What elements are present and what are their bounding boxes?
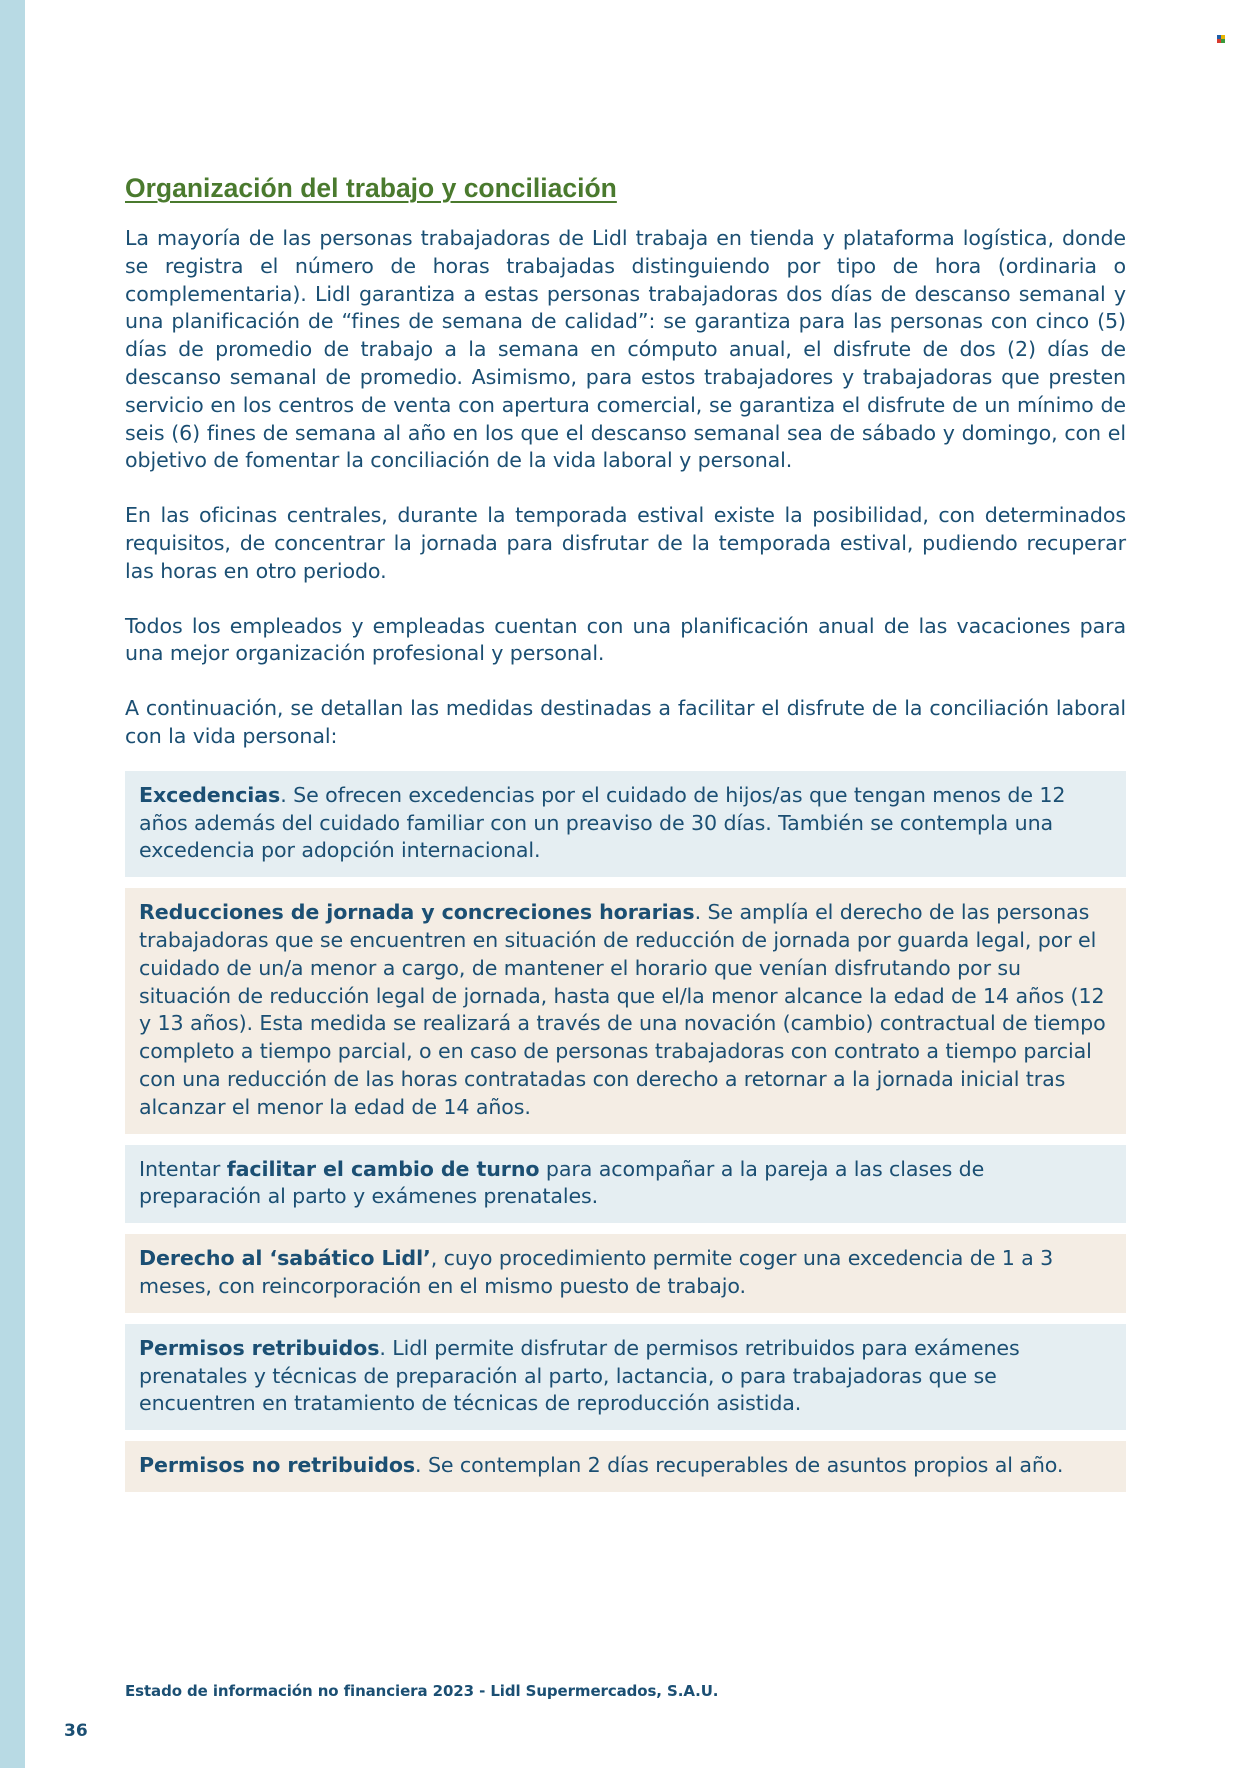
page-number: 36 (64, 1721, 88, 1741)
measure-box-excedencias: Excedencias. Se ofrecen excedencias por el cuidado de hijos/as que tengan menos de 12 años además del cuidado familiar con un preaviso de 30 días. También se contempla una excedencia por adopción internacional. (125, 771, 1126, 877)
brand-mark-icon (1217, 35, 1226, 44)
measure-title: facilitar el cambio de turno (226, 1156, 540, 1181)
measure-box-permisos-retribuidos: Permisos retribuidos. Lidl permite disfrutar de permisos retribuidos para exámenes prenatales y técnicas de preparación al parto, lactancia, o para trabajadoras que se encuentren en tratamiento de técnicas de reproducción asistida. (125, 1324, 1126, 1430)
measure-title: Reducciones de jornada y concreciones horarias (139, 900, 695, 925)
measure-title: Permisos no retribuidos (139, 1453, 416, 1478)
side-color-strip (0, 0, 25, 1768)
paragraph: En las oficinas centrales, durante la temporada estival existe la posibilidad, con determinados requisitos, de concentrar la jornada para disfrutar de la temporada estival, pudiendo recuperar las horas en otro periodo. (125, 503, 1126, 583)
paragraph: Todos los empleados y empleadas cuentan con una planificación anual de las vacaciones para una mejor organización profesional y personal. (125, 613, 1126, 666)
measure-box-permisos-no-retribuidos: Permisos no retribuidos. Se contemplan 2 días recuperables de asuntos propios al año. (125, 1441, 1126, 1492)
measure-box-sabatico: Derecho al ‘sabático Lidl’, cuyo procedimiento permite coger una excedencia de 1 a 3 meses, con reincorporación en el mismo puesto de trabajo. (125, 1234, 1126, 1313)
paragraph: A continuación, se detallan las medidas destinadas a facilitar el disfrute de la conciliación laboral con la vida personal: (125, 696, 1126, 748)
main-content (125, 172, 1126, 1503)
measure-box-cambio-turno: Intentar facilitar el cambio de turno para acompañar a la pareja a las clases de preparación al parto y exámenes prenatales. (125, 1145, 1126, 1224)
measure-box-reducciones: Reducciones de jornada y concreciones horarias. Se amplía el derecho de las personas trabajadoras que se encuentren en situación de reducción de jornada por guarda legal, por el cuidado de un/a menor a cargo, de mantener el horario que venían disfrutando por su situación de reducción legal de jornada, hasta que el/la menor alcance la edad de 14 años (12 y 13 años). Esta medida se realizará a través de una novación (cambio) contractual de tiempo completo a tiempo parcial, o en caso de personas trabajadoras con contrato a tiempo parcial con una reducción de las horas contratadas con derecho a retornar a la jornada inicial tras alcanzar el menor la edad de 14 años. (125, 888, 1126, 1133)
section-title: Organización del trabajo y conciliación (125, 173, 617, 203)
document-footer: Estado de información no financiera 2023 - Lidl Supermercados, S.A.U. (125, 1682, 719, 1700)
paragraph: La mayoría de las personas trabajadoras de Lidl trabaja en tienda y plataforma logística, donde se registra el número de horas trabajadas distinguiendo por tipo de hora (ordinaria o complementaria). Lidl garantiza a estas personas trabajadoras dos días de descanso semanal y una planificación de “fines de semana de calidad”: se garantiza para las personas con cinco (5) días de promedio de trabajo a la semana en cómputo anual, el disfrute de dos (2) días de descanso semanal de promedio. Asimismo, para estos trabajadores y trabajadoras que presten servicio en los centros de venta con apertura comercial, se garantiza el disfrute de un mínimo de seis (6) fines de semana al año en los que el descanso semanal sea de sábado y domingo, con el objetivo de fomentar la conciliación de la vida laboral y personal. (125, 226, 1126, 473)
measure-title: Permisos retribuidos (139, 1335, 380, 1360)
measure-title: Excedencias (139, 782, 281, 807)
measure-title: Derecho al ‘sabático Lidl’ (139, 1246, 431, 1271)
